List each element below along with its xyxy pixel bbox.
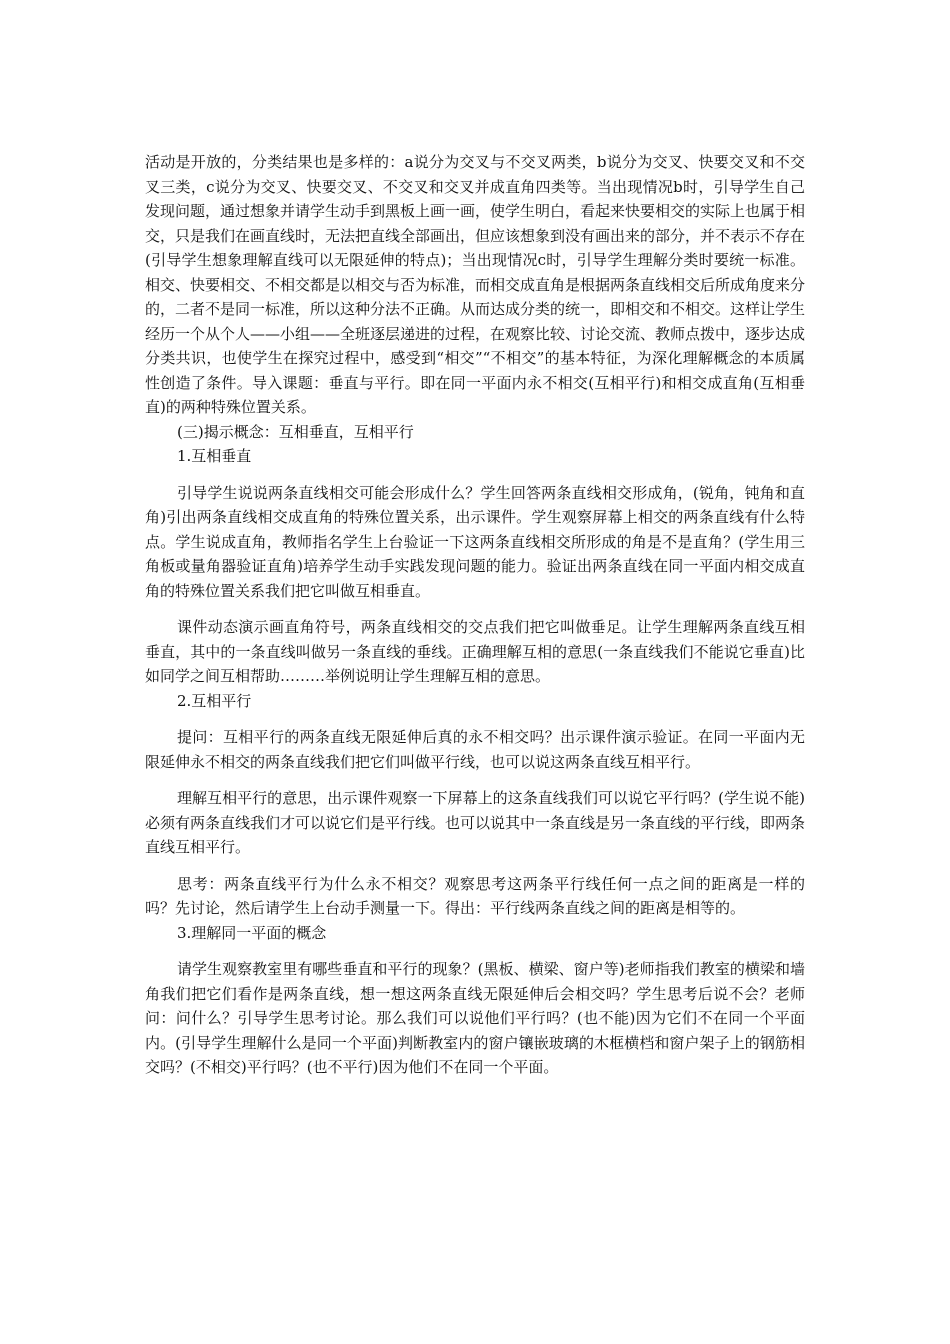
section-heading-concepts: (三)揭示概念：互相垂直，互相平行 bbox=[177, 422, 414, 441]
document-page bbox=[145, 150, 805, 1080]
paragraph-same-plane: 请学生观察教室里有哪些垂直和平行的现象？(黑板、横梁、窗户等)老师指我们教室的横梁和墙角我们把它们看作是两条直线，想一想这两条直线无限延伸后会相交吗？学生思考后说不会？老师问：问什么？引导学生思考讨论。那么我们可以说他们平行吗？(也不能)因为它们不在同一个平面内。(引导学生理解什么是同一个平面)判断教室内的窗户镶嵌玻璃的木框横档和窗户架子上的钢筋相交吗？(不相交)平行吗？(也不平行)因为他们不在同一个平面。 bbox=[145, 960, 805, 1076]
paragraph-parallel-question: 提问：互相平行的两条直线无限延伸后真的永不相交吗？出示课件演示验证。在同一平面内无限延伸永不相交的两条直线我们把它们叫做平行线，也可以说这两条直线互相平行。 bbox=[145, 728, 805, 771]
paragraph-classification-activity: 活动是开放的，分类结果也是多样的：a说分为交叉与不交叉两类，b说分为交叉、快要交叉和不交叉三类，c说分为交叉、快要交叉、不交叉和交叉并成直角四类等。当出现情况b时，引导学生自己发现问题，通过想象并请学生动手到黑板上画一画，使学生明白，看起来快要相交的实际上也属于相交，只是我们在画直线时，无法把直线全部画出，但应该想象到没有画出来的部分，并不表示不存在(引导学生想象理解直线可以无限延伸的特点)；当出现情况c时，引导学生理解分类时要统一标准。相交、快要相交、不相交都是以相交与否为标准，而相交成直角是根据两条直线相交后所成角度来分的，二者不是同一标准，所以这种分法不正确。从而达成分类的统一，即相交和不相交。这样让学生经历一个从个人——小组——全班逐层递进的过程，在观察比较、讨论交流、教师点拨中，逐步达成分类共识，也使学生在探究过程中，感受到“相交”“不相交”的基本特征，为深化理解概念的本质属性创造了条件。导入课题：垂直与平行。即在同一平面内永不相交(互相平行)和相交成直角(互相垂直)的两种特殊位置关系。 bbox=[145, 153, 806, 416]
paragraph-parallel-thinking: 思考：两条直线平行为什么永不相交？观察思考这两条平行线任何一点之间的距离是一样的吗？先讨论，然后请学生上台动手测量一下。得出：平行线两条直线之间的距离是相等的。 bbox=[145, 874, 805, 917]
paragraph-perpendicular-foot: 课件动态演示画直角符号，两条直线相交的交点我们把它叫做垂足。让学生理解两条直线互相垂直，其中的一条直线叫做另一条直线的垂线。正确理解互相的意思(一条直线我们不能说它垂直)比如同学之间互相帮助………举例说明让学生理解互相的意思。 bbox=[145, 618, 805, 685]
subheading-parallel: 2.互相平行 bbox=[177, 691, 252, 710]
paragraph-perpendicular-intro: 引导学生说说两条直线相交可能会形成什么？学生回答两条直线相交形成角，(锐角，钝角和直角)引出两条直线相交成直角的特殊位置关系，出示课件。学生观察屏幕上相交的两条直线有什么特点。学生说成直角，教师指名学生上台验证一下这两条直线相交所形成的角是不是直角？(学生用三角板或量角器验证直角)培养学生动手实践发现问题的能力。验证出两条直线在同一平面内相交成直角的特殊位置关系我们把它叫做互相垂直。 bbox=[145, 483, 805, 600]
subheading-same-plane: 3.理解同一平面的概念 bbox=[177, 923, 327, 942]
paragraph-parallel-meaning: 理解互相平行的意思，出示课件观察一下屏幕上的这条直线我们可以说它平行吗？(学生说不能)必须有两条直线我们才可以说它们是平行线。也可以说其中一条直线是另一条直线的平行线，即两条直线互相平行。 bbox=[145, 789, 806, 856]
subheading-perpendicular: 1.互相垂直 bbox=[177, 447, 252, 465]
